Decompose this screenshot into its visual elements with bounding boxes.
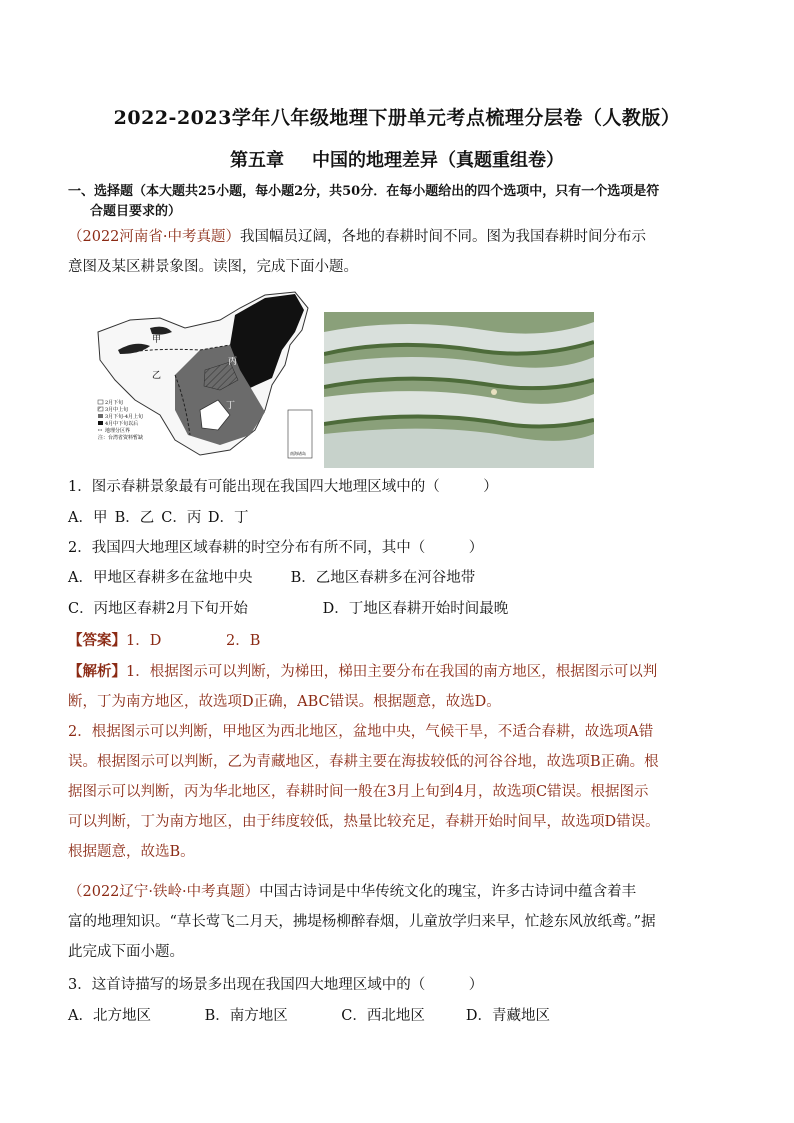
legend-swatch-2 [98, 407, 103, 411]
q3-option-d: D．青藏地区 [465, 1008, 550, 1024]
section-heading [68, 182, 728, 222]
group2-intro-a: 中国古诗词是中华传统文化的瑰宝，许多古诗词中蕴含着丰 [259, 884, 637, 900]
q3-option-c: C．西北地区 [341, 1008, 425, 1024]
analysis-line-7: 根据题意，故选B。 [68, 844, 195, 860]
map-label-yi: 乙 [152, 371, 162, 381]
terrace-field-photo [324, 312, 594, 468]
legend-label-5: 地理分区界 [105, 428, 131, 434]
inset-label: 南海诸岛 [290, 451, 306, 456]
map-label-jia: 甲 [152, 335, 162, 345]
q1-option-c: C．丙 [161, 510, 202, 526]
question-2: 2．我国四大地理区域春耕的时空分布有所不同，其中（ ） [68, 540, 484, 556]
analysis-tag: 【解析】 [68, 663, 126, 680]
group1-source: （2022河南省·中考真题） [68, 229, 241, 245]
legend-label-1: 2月下旬 [105, 400, 124, 406]
legend-label-2: 3月中上旬 [105, 407, 129, 413]
legend-swatch-4 [98, 421, 103, 425]
farmer-figure [491, 389, 497, 395]
answer-tag: 【答案】 [68, 632, 126, 649]
analysis-line-2: 断，丁为南方地区，故选项D正确，ABC错误。根据题意，故选D。 [68, 694, 501, 710]
chapter-title [0, 146, 794, 172]
section-line-2: 合题目要求的） [90, 204, 182, 219]
analysis-line-3: 2．根据图示可以判断，甲地区为西北地区，盆地中央，气候干旱，不适合春耕，故选项A错 [68, 724, 654, 740]
analysis-line-5: 据图示可以判断，丙为华北地区，春耕时间一般在3月上旬到4月，故选项C错误。根据图示 [68, 784, 649, 800]
question-3-options [68, 1001, 728, 1031]
group2-intro [68, 877, 728, 967]
analysis-line-6: 可以判断，丁为南方地区，由于纬度较低，热量比较充足，春耕开始时间早，故选项D错误。 [68, 814, 660, 830]
chapter-subtitle: 中国的地理差异（真题重组卷） [312, 150, 564, 171]
group2-intro-b: 富的地理知识。“草长莺飞二月天，拂堤杨柳醉春烟，儿童放学归来早，忙趁东风放纸鸢。”据 [68, 914, 656, 930]
q2-option-d: D．丁地区春耕开始时间最晚 [322, 601, 509, 617]
map-label-ding: 丁 [226, 401, 236, 411]
answer-line [68, 626, 728, 656]
analysis-line-1: 1．根据图示可以判断，为梯田，梯田主要分布在我国的南方地区，根据图示可以判 [126, 664, 658, 680]
spring-plowing-map [90, 290, 315, 460]
document-title: 2022-2023学年八年级地理下册单元考点梳理分层卷（人教版） [113, 107, 681, 129]
question-1-options [68, 503, 728, 533]
q1-option-a: A．甲 [68, 510, 108, 526]
group2-source: （2022辽宁·铁岭·中考真题） [68, 884, 260, 900]
q2-option-a: A．甲地区春耕多在盆地中央 [68, 570, 253, 586]
map-label-bing: 丙 [228, 357, 238, 367]
group1-intro [68, 222, 728, 282]
legend-label-3: 3月下旬-4月上旬 [105, 414, 144, 420]
answer-2: 2．B [226, 633, 261, 649]
q3-option-b: B．南方地区 [204, 1008, 288, 1024]
map-note: 注：台湾省资料暂缺 [98, 435, 144, 441]
question-1: 1．图示春耕景象最有可能出现在我国四大地理区域中的（ ） [68, 479, 498, 495]
legend-swatch-1 [98, 400, 103, 404]
group2-intro-c: 此完成下面小题。 [68, 944, 184, 960]
question-3: 3．这首诗描写的场景多出现在我国四大地理区域中的（ ） [68, 977, 484, 993]
q2-option-c: C．丙地区春耕2月下旬开始 [68, 601, 248, 617]
q1-option-b: B．乙 [114, 510, 155, 526]
question-2-options-row-1 [68, 563, 728, 593]
figure-row [90, 290, 600, 468]
q1-option-d: D．丁 [207, 510, 249, 526]
q2-option-b: B．乙地区春耕多在河谷地带 [290, 570, 476, 586]
legend-swatch-3 [98, 414, 103, 418]
answer-1: 1．D [126, 633, 162, 649]
question-2-options-row-2 [68, 594, 728, 624]
chapter-number: 第五章 [230, 150, 284, 171]
section-line-1: 一、选择题（本大题共25小题，每小题2分，共50分．在每小题给出的四个选项中，只有一个选项是符 [68, 184, 660, 199]
q3-option-a: A．北方地区 [68, 1008, 151, 1024]
group1-intro-b: 意图及某区耕景象图。读图，完成下面小题。 [68, 259, 358, 275]
analysis-line-4: 误。根据图示可以判断，乙为青藏地区，春耕主要在海拔较低的河谷谷地，故选项B正确。根 [68, 754, 659, 770]
group1-intro-a: 我国幅员辽阔，各地的春耕时间不同。图为我国春耕时间分布示 [240, 229, 647, 245]
legend-label-4: 4月中下旬以后 [105, 421, 139, 427]
analysis-block [68, 657, 728, 867]
